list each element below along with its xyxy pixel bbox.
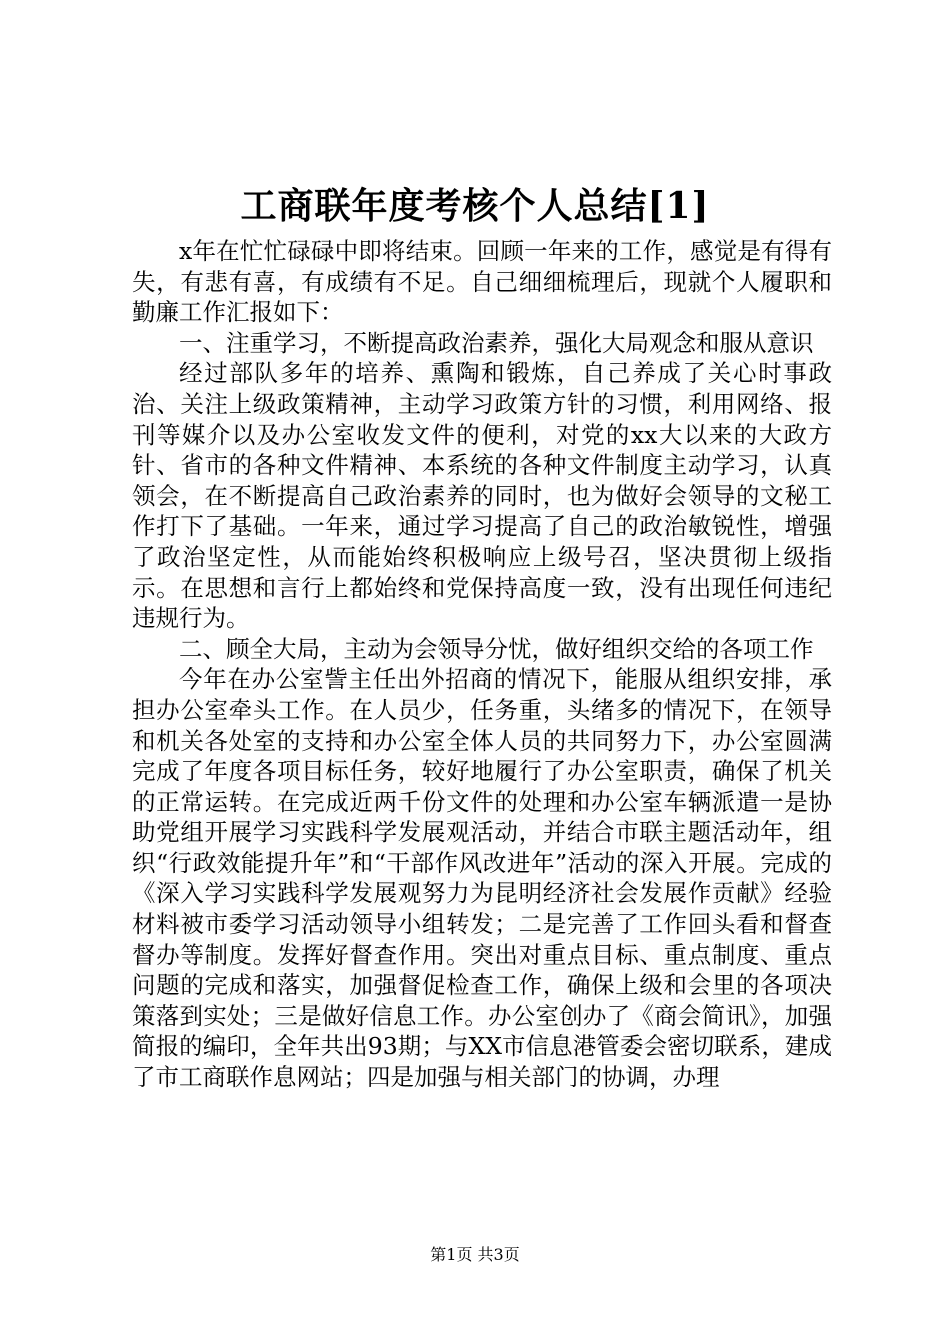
paragraph-section-2: 今年在办公室訾主任出外招商的情况下，能服从组织安排，承担办公室牵头工作。在人员少，任务重，头绪多的情况下，在领导和机关各处室的支持和办公室全体人员的共同努力下，办公室圆满完成了年度各项目标任务，较好地履行了办公室职责，确保了机关的正常运转。在完成近两千份文件的处理和办公室车辆派遣一是协助党组开展学习实践科学发展观活动，并结合市联主题活动年，组织“行政效能提升年”和“干部作风改进年”活动的深入开展。完成的《深入学习实践科学发展观努力为昆明经济社会发展作贡献》经验材料被市委学习活动领导小组转发；二是完善了工作回头看和督查督办等制度。发挥好督查作用。突出对重点目标、重点制度、重点问题的完成和落实，加强督促检查工作，确保上级和会里的各项决策落到实处；三是做好信息工作。办公室创办了《商会简讯》，加强简报的编印，全年共出93期；与XX市信息港管委会密切联系，建成了市工商联作息网站；四是加强与相关部门的协调，办理: [132, 665, 832, 1092]
paragraph-section-1: 经过部队多年的培养、熏陶和锻炼，自己养成了关心时事政治、关注上级政策精神，主动学习政策方针的习惯，利用网络、报刊等媒介以及办公室收发文件的便利，对党的xx大以来的大政方针、省市的各种文件精神、本系统的各种文件制度主动学习，认真领会，在不断提高自己政治素养的同时，也为做好会领导的文秘工作打下了基础。一年来，通过学习提高了自己的政治敏锐性，增强了政治坚定性，从而能始终积极响应上级号召，坚决贯彻上级指示。在思想和言行上都始终和党保持高度一致，没有出现任何违纪违规行为。: [132, 359, 832, 633]
document-title: 工商联年度考核个人总结[1]: [240, 185, 710, 227]
section-heading-2: 二、顾全大局，主动为会领导分忧，做好组织交给的各项工作: [179, 634, 814, 663]
section-heading-1: 一、注重学习，不断提高政治素养，强化大局观念和服从意识: [179, 328, 814, 357]
paragraph-intro: x年在忙忙碌碌中即将结束。回顾一年来的工作，感觉是有得有失，有悲有喜，有成绩有不足。自己细细梳理后，现就个人履职和勤廉工作汇报如下：: [132, 237, 832, 327]
document-body: [132, 236, 832, 1093]
page-number-footer: 第1页 共3页: [430, 1245, 520, 1264]
